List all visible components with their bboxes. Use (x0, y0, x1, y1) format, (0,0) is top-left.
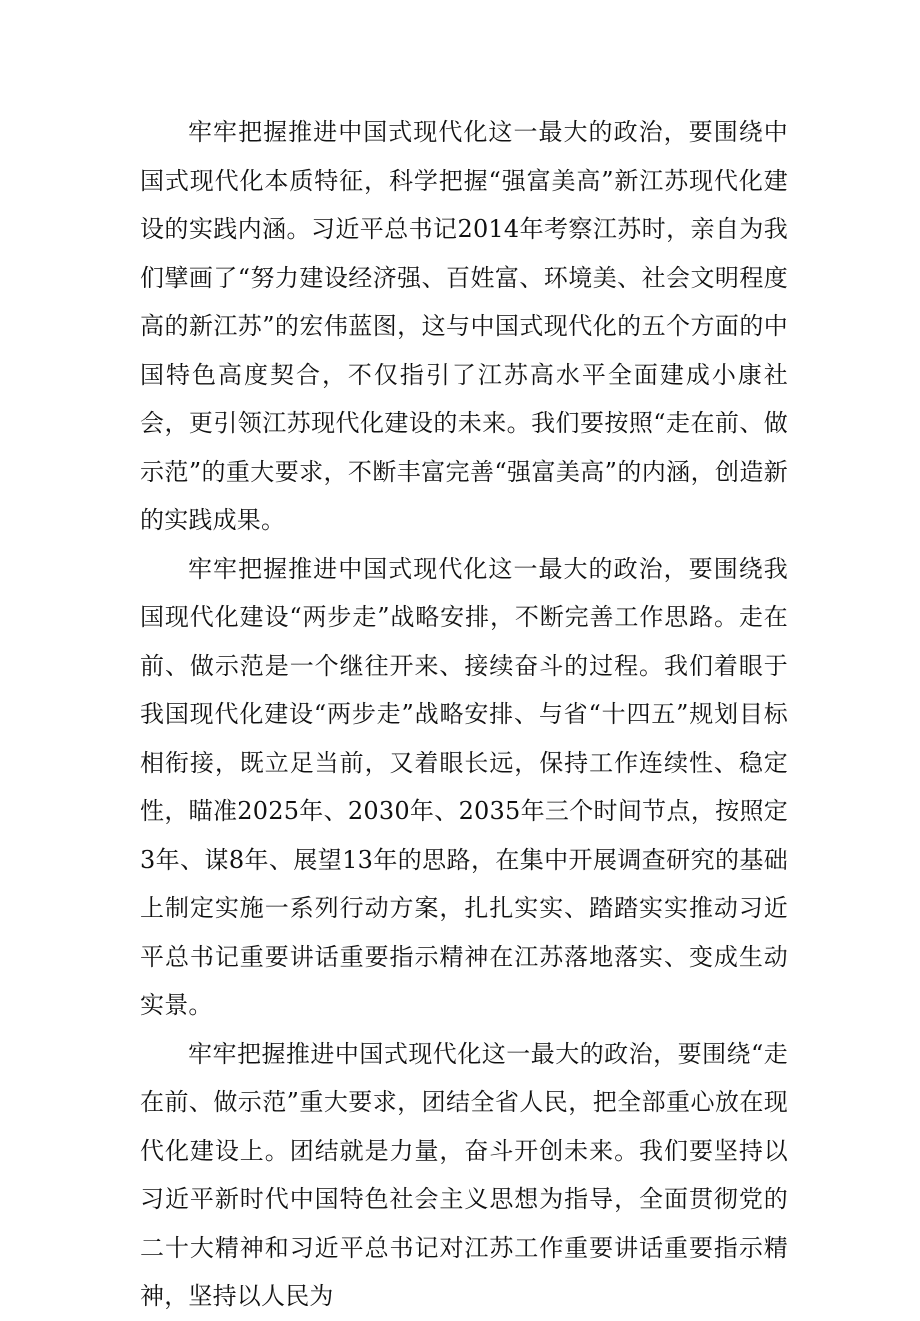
paragraph-2: 牢牢把握推进中国式现代化这一最大的政治，要围绕我国现代化建设“两步走”战略安排，不断完善工作思路。走在前、做示范是一个继往开来、接续奋斗的过程。我们着眼于我国现代化建设“两步走”战略安排、与省“十四五”规划目标相衔接，既立足当前，又着眼长远，保持工作连续性、稳定性，瞄准2025年、2030年、2035年三个时间节点，按照定3年、谋8年、展望13年的思路，在集中开展调查研究的基础上制定实施一系列行动方案，扎扎实实、踏踏实实推动习近平总书记重要讲话重要指示精神在江苏落地落实、变成生动实景。 (140, 554, 788, 1019)
paragraph-3: 牢牢把握推进中国式现代化这一最大的政治，要围绕“走在前、做示范”重大要求，团结全省人民，把全部重心放在现代化建设上。团结就是力量，奋斗开创未来。我们要坚持以习近平新时代中国特色社会主义思想为指导，全面贯彻党的二十大精神和习近平总书记对江苏工作重要讲话重要指示精神，坚持以人民为 (140, 1039, 788, 1310)
document-body (140, 108, 788, 1321)
paragraph-1: 牢牢把握推进中国式现代化这一最大的政治，要围绕中国式现代化本质特征，科学把握“强富美高”新江苏现代化建设的实践内涵。习近平总书记2014年考察江苏时，亲自为我们擘画了“努力建设经济强、百姓富、环境美、社会文明程度高的新江苏”的宏伟蓝图，这与中国式现代化的五个方面的中国特色高度契合，不仅指引了江苏高水平全面建成小康社会，更引领江苏现代化建设的未来。我们要按照“走在前、做示范”的重大要求，不断丰富完善“强富美高”的内涵，创造新的实践成果。 (140, 118, 788, 534)
